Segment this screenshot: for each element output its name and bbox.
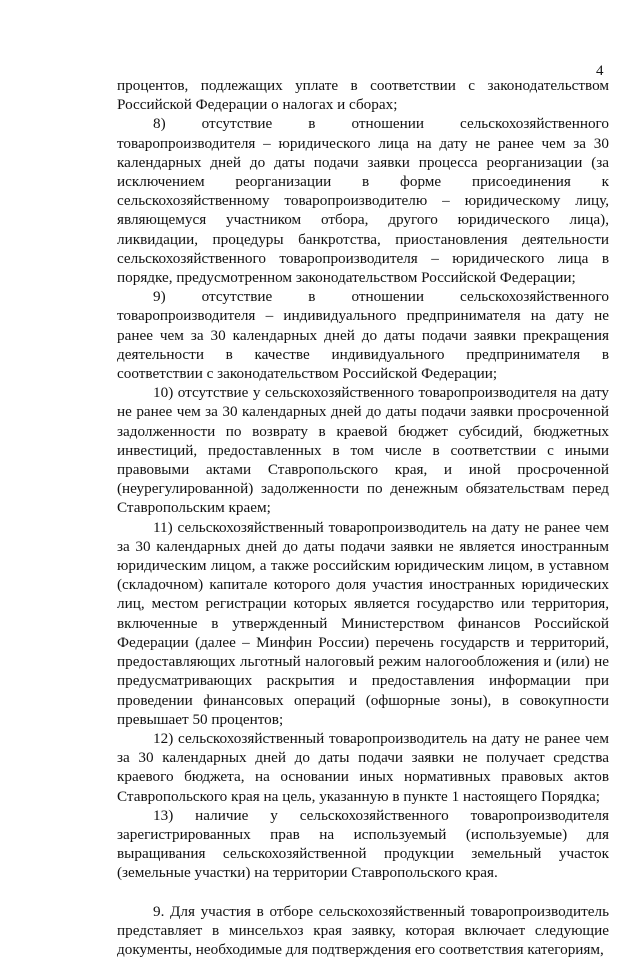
paragraph-item-13: 13) наличие у сельскохозяйственного товаропроизводителя зарегистрированных прав на используемый (используемые) для выращивания сельскохозяйственной продукции земельный участок (земельные участки) на территории Ставропольского края. bbox=[117, 806, 609, 882]
paragraph-item-9: 9) отсутствие в отношении сельскохозяйственного товаропроизводителя – индивидуального предпринимателя на дату не ранее чем за 30 календарных дней до даты подачи заявки прекращения деятельности в качестве индивидуального предпринимателя в соответствии с законодательством Российской Федерации; bbox=[117, 288, 609, 383]
paragraph-section-9: 9. Для участия в отборе сельскохозяйственный товаропроизводитель представляет в минсельхоз края заявку, которая включает следующие документы, необходимые для подтверждения его соответствия категориям, bbox=[117, 902, 609, 958]
paragraph-item-10: 10) отсутствие у сельскохозяйственного товаропроизводителя на дату не ранее чем за 30 календарных дней до даты подачи заявки просроченной задолженности по возврату в краевой бюджет субсидий, бюджетных инвестиций, предоставленных в том числе в соответствии с иными правовыми актами Ставропольского края, и иной просроченной (неурегулированной) задолженности по денежным обязательствам перед Ставропольским краем; bbox=[117, 384, 609, 517]
paragraph-item-11: 11) сельскохозяйственный товаропроизводитель на дату не ранее чем за 30 календарных дней до даты подачи заявки не является иностранным юридическим лицом, а также российским юридическим лицом, в уставном (складочном) капитале которого доля участия иностранных юридических лиц, местом регистрации которых является государство или территория, включенные в утвержденный Министерством финансов Российской Федерации (далее – Минфин России) перечень государств и территорий, предоставляющих льготный налоговый режим налогообложения и (или) не предусматривающих раскрытия и предоставления информации при проведении финансовых операций (офшорные зоны), в совокупности превышает 50 процентов; bbox=[117, 518, 609, 728]
paragraph-item-8: 8) отсутствие в отношении сельскохозяйственного товаропроизводителя – юридического лица на дату не ранее чем за 30 календарных дней до даты подачи заявки процесса реорганизации (за исключением реорганизации в форме присоединения к сельскохозяйственному товаропроизводителю – юридическому лицу, являющемуся участником отбора, другого юридического лица), ликвидации, процедуры банкротства, приостановления деятельности сельскохозяйственного товаропроизводителя – юридического лица в порядке, предусмотренном законодательством Российской Федерации; bbox=[117, 115, 609, 287]
page-number: 4 bbox=[596, 63, 604, 79]
paragraph-continuation: процентов, подлежащих уплате в соответствии с законодательством Российской Федерации о налогах и сборах; bbox=[117, 77, 609, 114]
paragraph-item-12: 12) сельскохозяйственный товаропроизводитель на дату не ранее чем за 30 календарных дней до даты подачи заявки не получает средства краевого бюджета, на основании иных нормативных правовых актов Ставропольского края на цель, указанную в пункте 1 настоящего Порядка; bbox=[117, 729, 609, 805]
document-body bbox=[117, 76, 609, 959]
